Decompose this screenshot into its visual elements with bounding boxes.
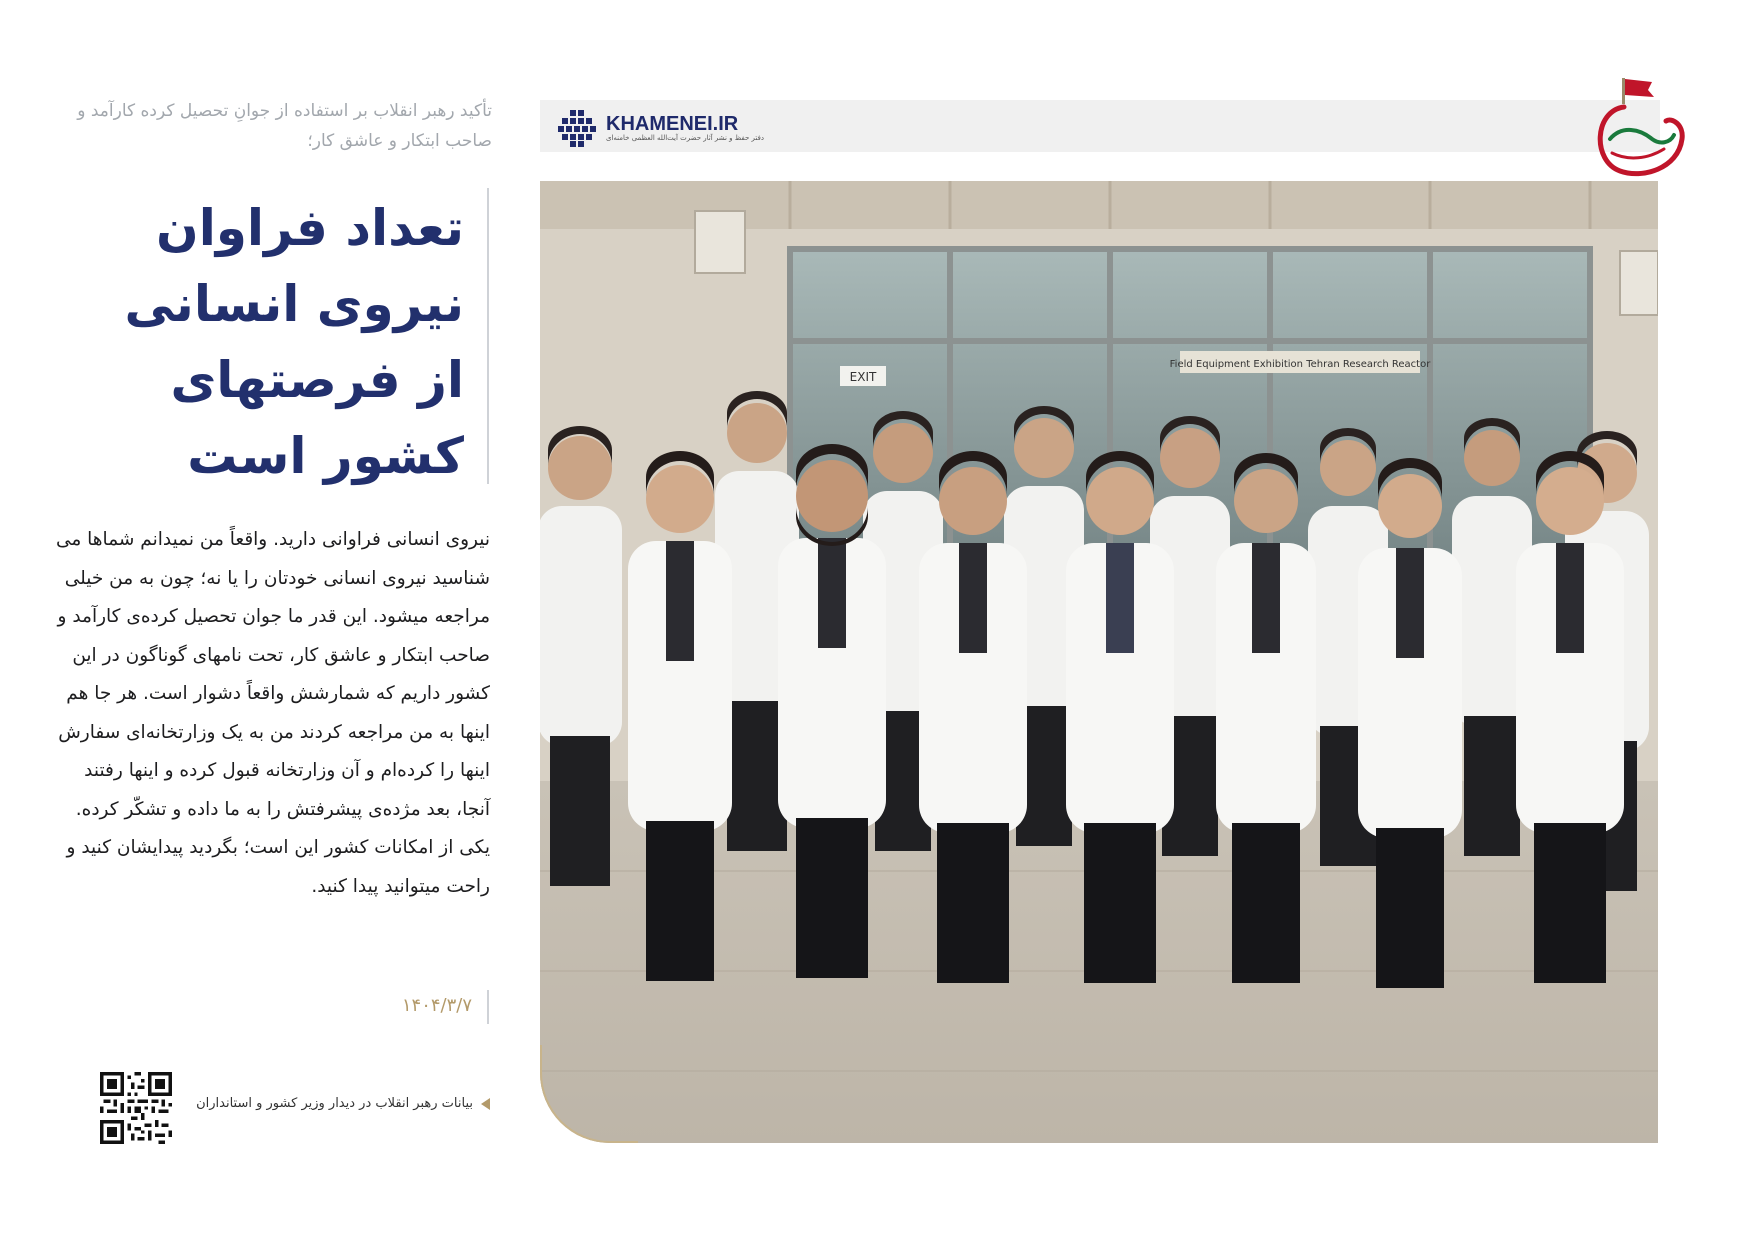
headline-line: از فرصتهای	[170, 351, 464, 409]
headline-divider	[487, 188, 489, 484]
brand[interactable]	[556, 108, 764, 148]
group-photo-illustration	[540, 181, 1658, 1143]
quote-body: نیروی انسانی فراوانی دارید. واقعاً من نمیدانم شماها می شناسید نیروی انسانی خودتان را یا نه؛ چون به من خیلی مراجعه میشود. این قدر ما جوان تحصیل کرده‌ی کارآمد و صاحب ابتکار و عاشق کار، تحت نامهای گوناگون در این کشور داریم که شمارشش واقعاً دشوار است. هر جا هم اینها به من مراجعه کردند من به یک وزارتخانه‌ای سفارش اینها را کرده‌ام و آن وزارتخانه قبول کرده و اینها رفتند آنجا، بعد مژده‌ی پیشرفتش را به ما داده و تشکّر کرده. یکی از امکانات کشور این است؛ بگردید پیدایشان کنید و راحت میتوانید پیدا کنید.	[55, 529, 490, 897]
youth-ashura-logo	[1582, 73, 1692, 183]
kicker-text: تأکید رهبر انقلاب بر استفاده از جوانِ تحصیل کرده کارآمد و صاحب ابتکار و عاشق کار؛	[77, 101, 492, 151]
headline	[64, 190, 464, 494]
qr-code[interactable]	[100, 1072, 172, 1144]
headline-line: تعداد فراوان	[156, 199, 464, 257]
photo-sign-banner: Field Equipment Exhibition Tehran Research Reactor	[1169, 359, 1431, 370]
brand-subtitle: دفتر حفظ و نشر آثار حضرت آیت‌الله العظمی خامنه‌ای	[606, 133, 764, 142]
group-photo	[540, 181, 1658, 1143]
headline-line: کشور است	[187, 427, 464, 485]
headline-line: نیروی انسانی	[124, 275, 464, 333]
photo-sign-exit: EXIT	[849, 370, 877, 384]
flag-icon	[1625, 79, 1654, 97]
flag-pole-icon	[1622, 78, 1625, 104]
triangle-icon	[481, 1098, 490, 1110]
date: ۱۴۰۴/۳/۷	[401, 995, 472, 1016]
source-text: بیانات رهبر انقلاب در دیدار وزیر کشور و استانداران	[196, 1096, 473, 1111]
brand-name: KHAMENEI.IR	[606, 112, 739, 135]
date-divider	[487, 990, 489, 1024]
brand-emblem-icon	[556, 108, 600, 148]
source-caption	[196, 1096, 490, 1111]
